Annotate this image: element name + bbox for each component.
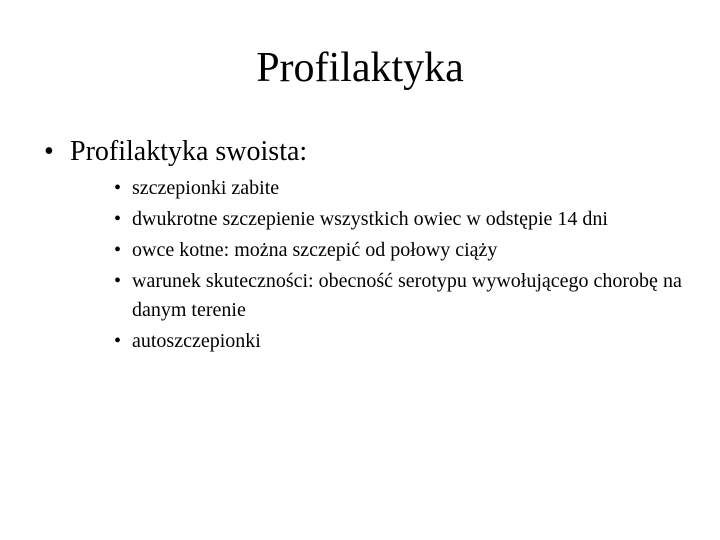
main-bullet-text: Profilaktyka swoista:	[70, 136, 308, 167]
list-item	[114, 205, 684, 234]
list-item-text: dwukrotne szczepienie wszystkich owiec w odstępie 14 dni	[132, 208, 608, 230]
bullet-icon: •	[44, 136, 54, 167]
bullet-icon: •	[114, 239, 122, 261]
list-item-text: szczepionki zabite	[132, 177, 280, 199]
bullet-icon: •	[114, 208, 122, 230]
slide-title: Profilaktyka	[256, 45, 464, 91]
sub-bullet-list	[114, 174, 684, 356]
bullet-icon: •	[114, 270, 122, 292]
list-item-text: owce kotne: można szczepić od połowy ciąży	[132, 239, 498, 261]
list-item-text: warunek skuteczności: obecność serotypu wywołującego chorobę na danym terenie	[132, 270, 682, 321]
list-item	[114, 174, 684, 203]
bullet-icon: •	[114, 177, 122, 199]
bullet-icon: •	[114, 330, 122, 352]
list-item-text: autoszczepionki	[132, 330, 261, 352]
list-item	[114, 236, 684, 265]
list-item	[114, 327, 684, 356]
list-item	[114, 267, 684, 325]
